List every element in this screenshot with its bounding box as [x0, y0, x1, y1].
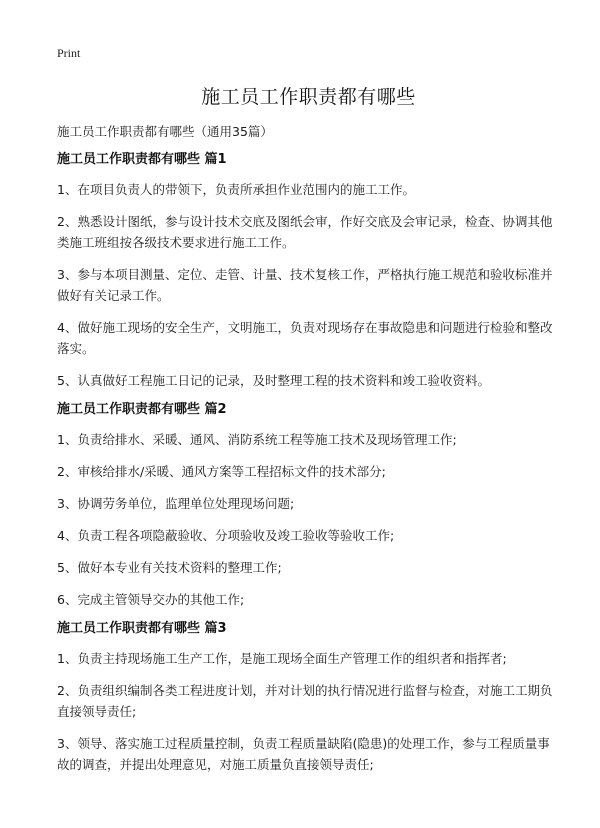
- section-heading: 施工员工作职责都有哪些 篇3: [57, 621, 227, 636]
- section-2: [57, 401, 560, 610]
- list-item: 3、参与本项目测量、定位、走管、计量、技术复核工作，严格执行施工规范和验收标准并做好有关记录工作。: [57, 267, 553, 303]
- list-item: 2、审核给排水/采暖、通风方案等工程招标文件的技术部分;: [57, 464, 386, 479]
- list-item: 5、做好本专业有关技术资料的整理工作;: [57, 560, 282, 575]
- section-heading: 施工员工作职责都有哪些 篇1: [57, 152, 227, 167]
- list-item: 3、领导、落实施工过程质量控制，负责工程质量缺陷(隐患)的处理工作，参与工程质量事故的调查，并提出处理意见，对施工质量负直接领导责任;: [57, 736, 550, 772]
- page-title: 施工员工作职责都有哪些: [201, 86, 416, 108]
- page-subtitle: 施工员工作职责都有哪些（通用35篇）: [57, 124, 273, 139]
- section-heading: 施工员工作职责都有哪些 篇2: [57, 402, 227, 417]
- list-item: 1、负责给排水、采暖、通风、消防系统工程等施工技术及现场管理工作;: [57, 432, 457, 447]
- section-1: [57, 151, 560, 391]
- list-item: 5、认真做好工程施工日记的记录，及时整理工程的技术资料和竣工验收资料。: [57, 373, 490, 388]
- list-item: 6、完成主管领导交办的其他工作;: [57, 592, 245, 607]
- print-label[interactable]: Print: [57, 46, 81, 60]
- list-item: 1、在项目负责人的带领下，负责所承担作业范围内的施工工作。: [57, 182, 415, 197]
- list-item: 1、负责主持现场施工生产工作，是施工现场全面生产管理工作的组织者和指挥者;: [57, 651, 507, 666]
- list-item: 2、负责组织编制各类工程进度计划，并对计划的执行情况进行监督与检查，对施工工期负直接领导责任;: [57, 683, 553, 719]
- section-3: [57, 620, 560, 775]
- list-item: 4、做好施工现场的安全生产，文明施工，负责对现场存在事故隐患和问题进行检验和整改落实。: [57, 320, 553, 356]
- list-item: 2、熟悉设计图纸，参与设计技术交底及图纸会审，作好交底及会审记录，检查、协调其他类施工班组按各级技术要求进行施工工作。: [57, 214, 553, 250]
- list-item: 3、协调劳务单位，监理单位处理现场问题;: [57, 496, 295, 511]
- list-item: 4、负责工程各项隐蔽验收、分项验收及竣工验收等验收工作;: [57, 528, 395, 543]
